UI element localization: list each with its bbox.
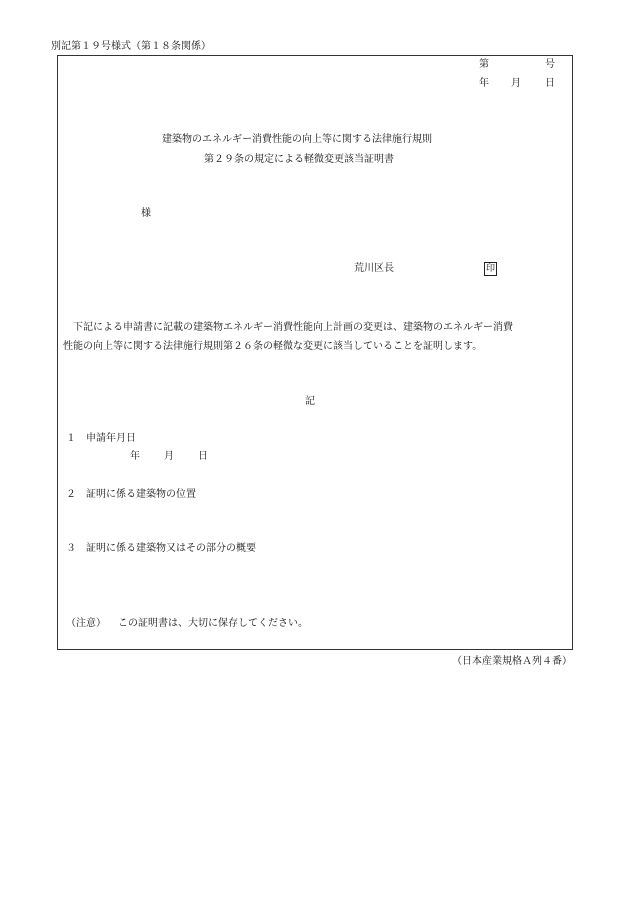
item-1-label: 申請年月日 <box>86 433 136 444</box>
paper-size-footer: （日本産業規格Ａ列４番） <box>452 656 572 667</box>
item-1-year: 年 <box>130 451 140 462</box>
certificate-body <box>63 318 568 356</box>
ki-heading: 記 <box>305 396 315 407</box>
item-3-number: ３ <box>66 543 76 554</box>
number-suffix: 号 <box>545 59 555 70</box>
issue-month: 月 <box>511 78 521 89</box>
issue-day: 日 <box>545 78 555 89</box>
body-line-1: 下記による申請書に記載の建築物エネルギー消費性能向上計画の変更は、建築物のエネルギー消費 <box>73 322 513 333</box>
title-line-2: 第２９条の規定による軽微変更該当証明書 <box>204 154 394 165</box>
note-label: （注意） <box>66 618 106 629</box>
form-label: 別記第１９号様式（第１８条関係） <box>51 41 211 52</box>
title-line-1: 建築物のエネルギー消費性能の向上等に関する法律施行規則 <box>162 134 432 145</box>
issue-year: 年 <box>479 78 489 89</box>
item-1-month: 月 <box>164 451 174 462</box>
item-3-label: 証明に係る建築物又はその部分の概要 <box>86 543 256 554</box>
body-line-2: 性能の向上等に関する法律施行規則第２６条の軽微な変更に該当していることを証明します。 <box>63 341 483 352</box>
item-2-number: ２ <box>66 489 76 500</box>
issuer-name: 荒川区長 <box>354 263 394 274</box>
note-text: この証明書は、大切に保存してください。 <box>118 618 308 629</box>
item-2-label: 証明に係る建築物の位置 <box>86 489 196 500</box>
addressee-suffix: 様 <box>141 208 151 219</box>
item-1-number: １ <box>66 433 76 444</box>
item-1-day: 日 <box>198 451 208 462</box>
seal-mark: 印 <box>485 264 495 274</box>
number-prefix: 第 <box>479 59 489 70</box>
